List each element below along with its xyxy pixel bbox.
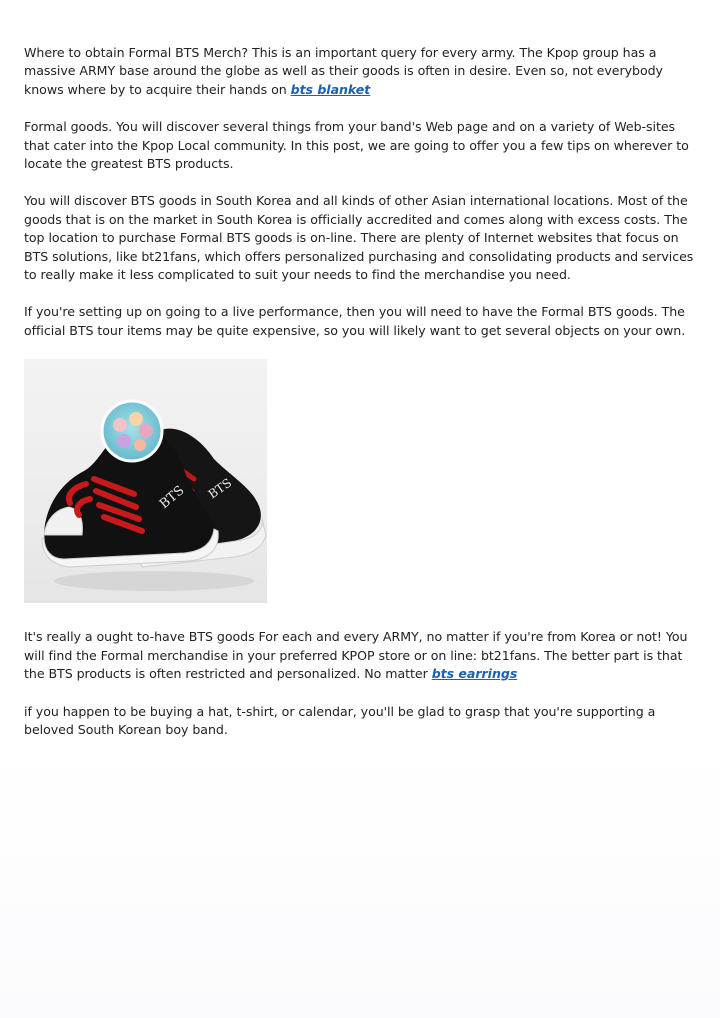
bts-sneakers-photo — [24, 359, 267, 603]
shoe-shadow — [54, 571, 254, 591]
page-background-fade — [0, 740, 720, 1018]
paragraph-4: If you're setting up on going to a live performance, then you will need to have the Formal BTS goods. The official BTS tour items may be quite expensive, so you will likely want to get several objects on your own. — [24, 304, 686, 338]
paragraph-6: if you happen to be buying a hat, t-shirt, or calendar, you'll be glad to grasp that you're supporting a beloved South Korean boy band. — [24, 703, 656, 737]
paragraph-1 — [24, 44, 696, 99]
paragraph-2: Formal goods. You will discover several things from your band's Web page and on a variety of Web-sites that cater into the Kpop Local community. In this post, we are going to offer you a few tips on wherever to locate the greatest BTS products. — [24, 119, 689, 172]
sneakers-illustration — [24, 359, 267, 603]
article-body — [24, 44, 696, 758]
paragraph-5-text: It's really a ought to-have BTS goods For each and every ARMY, no matter if you're from Korea or not! You will find the Formal merchandise in your preferred KPOP store or on line: bt21fans. The better part is that the BTS products is often restricted and personalized. No matter — [24, 629, 688, 682]
paragraph-1-text: Where to obtain Formal BTS Merch? This is an important query for every army. The Kpop group has a massive ARMY base around the globe as well as their goods is often in desire. Even so, not everybody knows where by to acquire their hands on — [24, 45, 663, 97]
shoe-logo-back: BTS — [205, 475, 235, 502]
shoe-logo-front: BTS — [156, 483, 188, 513]
bts-blanket-link[interactable]: bts blanket — [290, 81, 371, 97]
paragraph-3: You will discover BTS goods in South Korea and all kinds of other Asian international locations. Most of the goods that is on the market in South Korea is officially accredited and comes along with excess costs. The top location to purchase Formal BTS goods is on-line. There are plenty of Internet websites that focus on BTS solutions, like bt21fans, which offers personalized purchasing and consolidating products and services to really make it less complicated to suit your needs to find the merchandise you need. — [24, 193, 694, 283]
bts-earrings-link[interactable]: bts earrings — [431, 666, 518, 682]
paragraph-5 — [24, 628, 696, 683]
